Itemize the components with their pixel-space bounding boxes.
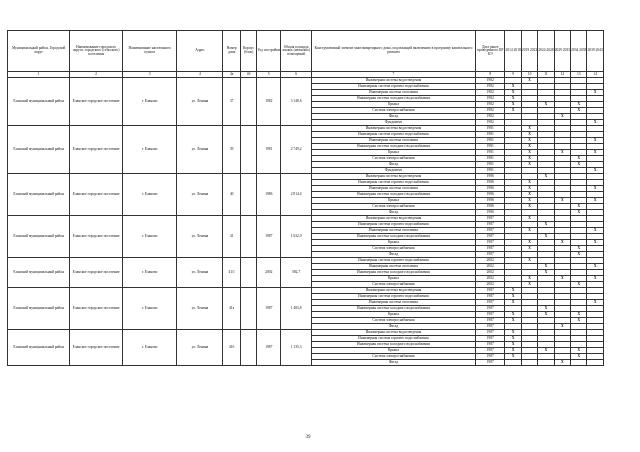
- period-mark-cell: X: [505, 102, 521, 108]
- period-mark-cell: X: [538, 234, 554, 240]
- previous-repair-date-cell: 1987: [475, 288, 505, 294]
- previous-repair-date-cell: 1986: [475, 180, 505, 186]
- element-name-cell: Фасад: [311, 114, 475, 120]
- house-number-cell: 39: [223, 126, 240, 174]
- previous-repair-date-cell: 1982: [475, 114, 505, 120]
- column-number: 11: [538, 72, 554, 78]
- building-cell: [240, 330, 256, 366]
- column-number: 4б: [240, 72, 256, 78]
- element-name-cell: Инженерная система холодного водоснабжения: [311, 234, 475, 240]
- previous-repair-date-cell: 1981: [475, 156, 505, 162]
- column-number: 8: [475, 72, 505, 78]
- element-name-cell: Инженерная система отопления: [311, 228, 475, 234]
- settlement-cell: Еланское городское поселение: [70, 288, 122, 330]
- element-name-cell: Инженерная система холодного водоснабжения: [311, 270, 475, 276]
- previous-repair-date-cell: 1987: [475, 234, 505, 240]
- house-number-cell: 41б: [223, 330, 240, 366]
- element-name-cell: Инженерная система холодного водоснабжения: [311, 96, 475, 102]
- period-mark-cell: X: [521, 78, 537, 84]
- locality-cell: г. Еланово: [122, 288, 177, 330]
- column-header: Адрес: [177, 31, 223, 72]
- settlement-cell: Еланское городское поселение: [70, 78, 122, 126]
- previous-repair-date-cell: 2002: [475, 282, 505, 288]
- previous-repair-date-cell: 1986: [475, 198, 505, 204]
- period-mark-cell: X: [571, 156, 587, 162]
- period-mark-cell: X: [505, 108, 521, 114]
- previous-repair-date-cell: 1987: [475, 246, 505, 252]
- period-mark-cell: X: [505, 342, 521, 348]
- period-mark-cell: X: [505, 312, 521, 318]
- previous-repair-date-cell: 1986: [475, 192, 505, 198]
- period-mark-cell: X: [571, 348, 587, 354]
- period-mark-cell: X: [587, 228, 604, 234]
- period-mark-cell: X: [538, 222, 554, 228]
- element-name-cell: Инженерная система водоотведения: [311, 78, 475, 84]
- house-number-cell: 40: [223, 174, 240, 216]
- period-mark-cell: [521, 360, 537, 366]
- period-mark-cell: X: [521, 204, 537, 210]
- period-mark-cell: X: [505, 318, 521, 324]
- period-mark-cell: X: [571, 318, 587, 324]
- previous-repair-date-cell: 1987: [475, 252, 505, 258]
- house-number-cell: 41: [223, 216, 240, 258]
- district-cell: Еланский муниципальный район: [8, 174, 70, 216]
- settlement-cell: Еланское городское поселение: [70, 216, 122, 258]
- period-mark-cell: X: [587, 150, 604, 156]
- period-mark-cell: X: [521, 282, 537, 288]
- period-mark-cell: X: [587, 90, 604, 96]
- element-name-cell: Инженерная система горячего водоснабжения: [311, 180, 475, 186]
- previous-repair-date-cell: 1987: [475, 354, 505, 360]
- element-name-cell: Инженерная система водоотведения: [311, 126, 475, 132]
- year-built-cell: 1987: [257, 288, 281, 330]
- period-mark-cell: X: [521, 186, 537, 192]
- previous-repair-date-cell: 1987: [475, 222, 505, 228]
- period-mark-cell: [505, 360, 521, 366]
- element-name-cell: Инженерная система горячего водоснабжения: [311, 84, 475, 90]
- locality-cell: г. Еланово: [122, 258, 177, 288]
- period-mark-cell: [587, 360, 604, 366]
- previous-repair-date-cell: 1982: [475, 84, 505, 90]
- element-name-cell: Крыша: [311, 102, 475, 108]
- column-number: 5: [257, 72, 281, 78]
- locality-cell: г. Еланово: [122, 330, 177, 366]
- period-mark-cell: X: [587, 300, 604, 306]
- element-name-cell: Система электроснабжения: [311, 156, 475, 162]
- previous-repair-date-cell: 1982: [475, 120, 505, 126]
- period-mark-cell: X: [505, 336, 521, 342]
- period-mark-cell: X: [554, 360, 570, 366]
- previous-repair-date-cell: 2002: [475, 276, 505, 282]
- period-mark-cell: X: [521, 216, 537, 222]
- period-mark-cell: X: [505, 300, 521, 306]
- previous-repair-date-cell: 1987: [475, 342, 505, 348]
- building-cell: [240, 216, 256, 258]
- period-mark-cell: X: [554, 240, 570, 246]
- previous-repair-date-cell: 1987: [475, 360, 505, 366]
- element-name-cell: Инженерная система горячего водоснабжения: [311, 294, 475, 300]
- period-mark-cell: X: [505, 84, 521, 90]
- element-name-cell: Фундамент: [311, 168, 475, 174]
- element-name-cell: Инженерная система водоотведения: [311, 288, 475, 294]
- period-mark-cell: X: [554, 114, 570, 120]
- period-mark-cell: X: [505, 96, 521, 102]
- previous-repair-date-cell: 1987: [475, 318, 505, 324]
- year-built-cell: 1982: [257, 78, 281, 126]
- district-cell: Еланский муниципальный район: [8, 216, 70, 258]
- period-mark-cell: X: [554, 276, 570, 282]
- period-mark-cell: X: [521, 144, 537, 150]
- previous-repair-date-cell: 1986: [475, 174, 505, 180]
- previous-repair-date-cell: 1982: [475, 90, 505, 96]
- element-name-cell: Инженерная система водоотведения: [311, 174, 475, 180]
- period-mark-cell: X: [521, 258, 537, 264]
- area-cell: 1 483,8: [281, 288, 312, 330]
- period-mark-cell: X: [571, 204, 587, 210]
- district-cell: Еланский муниципальный район: [8, 330, 70, 366]
- period-mark-cell: X: [587, 120, 604, 126]
- year-built-cell: 1987: [257, 216, 281, 258]
- settlement-cell: Еланское городское поселение: [70, 126, 122, 174]
- element-name-cell: Инженерная система горячего водоснабжения: [311, 258, 475, 264]
- settlement-cell: Еланское городское поселение: [70, 174, 122, 216]
- element-name-cell: Инженерная система отопления: [311, 264, 475, 270]
- previous-repair-date-cell: 1981: [475, 150, 505, 156]
- column-header: 2029 2033: [554, 31, 570, 72]
- column-number: 10: [521, 72, 537, 78]
- period-mark-cell: X: [538, 102, 554, 108]
- street-cell: ул. Ленина: [177, 78, 223, 126]
- column-header: Муниципальный район, Городской округ: [8, 31, 70, 72]
- element-name-cell: Крыша: [311, 150, 475, 156]
- element-name-cell: Инженерная система отопления: [311, 138, 475, 144]
- previous-repair-date-cell: 1981: [475, 138, 505, 144]
- element-name-cell: Крыша: [311, 240, 475, 246]
- previous-repair-date-cell: 1986: [475, 186, 505, 192]
- period-mark-cell: [538, 360, 554, 366]
- street-cell: ул. Ленина: [177, 126, 223, 174]
- column-number: 13: [571, 72, 587, 78]
- element-name-cell: Инженерная система горячего водоснабжения: [311, 222, 475, 228]
- previous-repair-date-cell: 1981: [475, 126, 505, 132]
- period-mark-cell: X: [505, 90, 521, 96]
- period-mark-cell: X: [538, 174, 554, 180]
- house-number-cell: 41а: [223, 288, 240, 330]
- building-cell: [240, 78, 256, 126]
- element-name-cell: Фасад: [311, 162, 475, 168]
- previous-repair-date-cell: 1986: [475, 204, 505, 210]
- period-mark-cell: X: [521, 240, 537, 246]
- column-number: 7: [311, 72, 475, 78]
- period-mark-cell: X: [571, 246, 587, 252]
- settlement-cell: Еланское городское поселение: [70, 258, 122, 288]
- previous-repair-date-cell: 1982: [475, 102, 505, 108]
- element-name-cell: Фундамент: [311, 120, 475, 126]
- period-mark-cell: X: [571, 252, 587, 258]
- element-name-cell: Инженерная система горячего водоснабжения: [311, 132, 475, 138]
- period-mark-cell: X: [571, 312, 587, 318]
- street-cell: ул. Ленина: [177, 258, 223, 288]
- column-number: 1: [8, 72, 70, 78]
- page-number: 39: [305, 435, 311, 440]
- street-cell: ул. Ленина: [177, 174, 223, 216]
- previous-repair-date-cell: 1981: [475, 144, 505, 150]
- period-mark-cell: X: [521, 138, 537, 144]
- building-cell: [240, 126, 256, 174]
- element-name-cell: Инженерная система отопления: [311, 300, 475, 306]
- column-header: 2014 2018: [505, 31, 521, 72]
- year-built-cell: 1981: [257, 126, 281, 174]
- table-header-row: [8, 31, 604, 72]
- period-mark-cell: X: [505, 348, 521, 354]
- element-name-cell: Система электроснабжения: [311, 108, 475, 114]
- column-header: Конструктивный элемент многоквартирного дома, подлежащий включению в программу капитального ремонта: [311, 31, 475, 72]
- locality-cell: г. Еланово: [122, 78, 177, 126]
- settlement-cell: Еланское городское поселение: [70, 330, 122, 366]
- area-cell: 3 148,6: [281, 78, 312, 126]
- element-name-cell: Система электроснабжения: [311, 282, 475, 288]
- element-name-cell: Система электроснабжения: [311, 354, 475, 360]
- period-mark-cell: X: [538, 264, 554, 270]
- previous-repair-date-cell: 1987: [475, 216, 505, 222]
- element-name-cell: Фасад: [311, 252, 475, 258]
- column-number: 4а: [223, 72, 240, 78]
- period-mark-cell: X: [538, 270, 554, 276]
- period-mark-cell: X: [587, 264, 604, 270]
- period-mark-cell: X: [538, 348, 554, 354]
- period-mark-cell: X: [521, 162, 537, 168]
- district-cell: Еланский муниципальный район: [8, 126, 70, 174]
- building-cell: [240, 258, 256, 288]
- previous-repair-date-cell: 2002: [475, 258, 505, 264]
- previous-repair-date-cell: 1987: [475, 312, 505, 318]
- previous-repair-date-cell: 1982: [475, 96, 505, 102]
- column-header: Наименование населенного пункта: [122, 31, 177, 72]
- period-mark-cell: X: [538, 312, 554, 318]
- period-mark-cell: X: [505, 330, 521, 336]
- period-mark-cell: X: [538, 306, 554, 312]
- building-cell: [240, 174, 256, 216]
- previous-repair-date-cell: 2002: [475, 270, 505, 276]
- period-mark-cell: X: [521, 126, 537, 132]
- period-mark-cell: X: [571, 102, 587, 108]
- area-cell: 582,7: [281, 258, 312, 288]
- element-name-cell: Инженерная система холодного водоснабжения: [311, 306, 475, 312]
- period-mark-cell: X: [587, 240, 604, 246]
- element-name-cell: Инженерная система холодного водоснабжения: [311, 192, 475, 198]
- period-mark-cell: X: [521, 132, 537, 138]
- locality-cell: г. Еланово: [122, 174, 177, 216]
- area-cell: 2 814,4: [281, 174, 312, 216]
- column-header: 2034 2038: [571, 31, 587, 72]
- previous-repair-date-cell: 1987: [475, 306, 505, 312]
- period-mark-cell: X: [587, 276, 604, 282]
- column-header: Год постройки: [257, 31, 281, 72]
- period-mark-cell: X: [521, 192, 537, 198]
- period-mark-cell: X: [505, 288, 521, 294]
- locality-cell: г. Еланово: [122, 216, 177, 258]
- column-header: 2019 2023: [521, 31, 537, 72]
- previous-repair-date-cell: 1987: [475, 330, 505, 336]
- area-cell: 1 632,9: [281, 216, 312, 258]
- column-number: 3: [122, 72, 177, 78]
- column-number: 2: [70, 72, 122, 78]
- period-mark-cell: X: [521, 180, 537, 186]
- previous-repair-date-cell: 1987: [475, 300, 505, 306]
- element-name-cell: Крыша: [311, 312, 475, 318]
- period-mark-cell: X: [521, 246, 537, 252]
- period-mark-cell: X: [587, 186, 604, 192]
- period-mark-cell: X: [554, 150, 570, 156]
- year-built-cell: 1987: [257, 330, 281, 366]
- period-mark-cell: X: [571, 282, 587, 288]
- previous-repair-date-cell: 2002: [475, 264, 505, 270]
- house-number-cell: 37: [223, 78, 240, 126]
- column-header: Номер дома: [223, 31, 240, 72]
- district-cell: Еланский муниципальный район: [8, 258, 70, 288]
- previous-repair-date-cell: 1982: [475, 108, 505, 114]
- element-name-cell: Инженерная система холодного водоснабжения: [311, 342, 475, 348]
- district-cell: Еланский муниципальный район: [8, 288, 70, 330]
- period-mark-cell: X: [521, 156, 537, 162]
- period-mark-cell: X: [554, 324, 570, 330]
- previous-repair-date-cell: 1982: [475, 78, 505, 84]
- column-number: 14: [587, 72, 604, 78]
- street-cell: ул. Ленина: [177, 216, 223, 258]
- element-name-cell: Инженерная система отопления: [311, 90, 475, 96]
- previous-repair-date-cell: 1987: [475, 228, 505, 234]
- column-header: 2024 2028: [538, 31, 554, 72]
- previous-repair-date-cell: 1986: [475, 210, 505, 216]
- house-number-cell: 41/1: [223, 258, 240, 288]
- period-mark-cell: [571, 360, 587, 366]
- period-mark-cell: X: [521, 150, 537, 156]
- previous-repair-date-cell: 1981: [475, 168, 505, 174]
- previous-repair-date-cell: 1987: [475, 294, 505, 300]
- period-mark-cell: X: [521, 276, 537, 282]
- locality-cell: г. Еланово: [122, 126, 177, 174]
- period-mark-cell: X: [587, 138, 604, 144]
- area-cell: 2 749,2: [281, 126, 312, 174]
- previous-repair-date-cell: 1987: [475, 324, 505, 330]
- column-number: 4: [177, 72, 223, 78]
- period-mark-cell: X: [571, 354, 587, 360]
- period-mark-cell: X: [587, 168, 604, 174]
- element-name-cell: Инженерная система водоотведения: [311, 216, 475, 222]
- element-name-cell: Система электроснабжения: [311, 246, 475, 252]
- period-mark-cell: X: [554, 198, 570, 204]
- previous-repair-date-cell: 1987: [475, 336, 505, 342]
- area-cell: 1 135,3: [281, 330, 312, 366]
- column-number: 9: [505, 72, 521, 78]
- building-cell: [240, 288, 256, 330]
- element-name-cell: Крыша: [311, 348, 475, 354]
- period-mark-cell: X: [521, 198, 537, 204]
- previous-repair-date-cell: 1981: [475, 162, 505, 168]
- previous-repair-date-cell: 1987: [475, 240, 505, 246]
- element-name-cell: Крыша: [311, 276, 475, 282]
- column-header: Корпус (блок): [240, 31, 256, 72]
- element-name-cell: Инженерная система холодного водоснабжения: [311, 144, 475, 150]
- table-body: [8, 72, 604, 366]
- element-name-cell: Фасад: [311, 324, 475, 330]
- period-mark-cell: X: [587, 198, 604, 204]
- element-name-cell: Инженерная система водоотведения: [311, 330, 475, 336]
- element-name-cell: Фасад: [311, 360, 475, 366]
- period-mark-cell: X: [505, 354, 521, 360]
- element-name-cell: Система электроснабжения: [311, 318, 475, 324]
- period-mark-cell: X: [571, 210, 587, 216]
- street-cell: ул. Ленина: [177, 330, 223, 366]
- year-built-cell: 1986: [257, 174, 281, 216]
- column-number: 12: [554, 72, 570, 78]
- element-name-cell: Фасад: [311, 210, 475, 216]
- period-mark-cell: X: [521, 228, 537, 234]
- column-header: Дата ранее проведенного КР КЭ: [475, 31, 505, 72]
- previous-repair-date-cell: 1987: [475, 348, 505, 354]
- street-cell: ул. Ленина: [177, 288, 223, 330]
- district-cell: Еланский муниципальный район: [8, 78, 70, 126]
- element-name-cell: Инженерная система отопления: [311, 186, 475, 192]
- column-header: Общая площадь жилых (нежилых) помещений: [281, 31, 312, 72]
- period-mark-cell: X: [505, 294, 521, 300]
- element-name-cell: Инженерная система горячего водоснабжения: [311, 336, 475, 342]
- period-mark-cell: X: [571, 162, 587, 168]
- column-number: 6: [281, 72, 312, 78]
- element-name-cell: Крыша: [311, 198, 475, 204]
- element-name-cell: Система электроснабжения: [311, 204, 475, 210]
- year-built-cell: 2002: [257, 258, 281, 288]
- capital-repair-table: [7, 30, 604, 366]
- column-header: 2039 2043: [587, 31, 604, 72]
- column-header: Наименование городского округа, городского (сельского) поселения: [70, 31, 122, 72]
- previous-repair-date-cell: 1981: [475, 132, 505, 138]
- period-mark-cell: X: [571, 108, 587, 114]
